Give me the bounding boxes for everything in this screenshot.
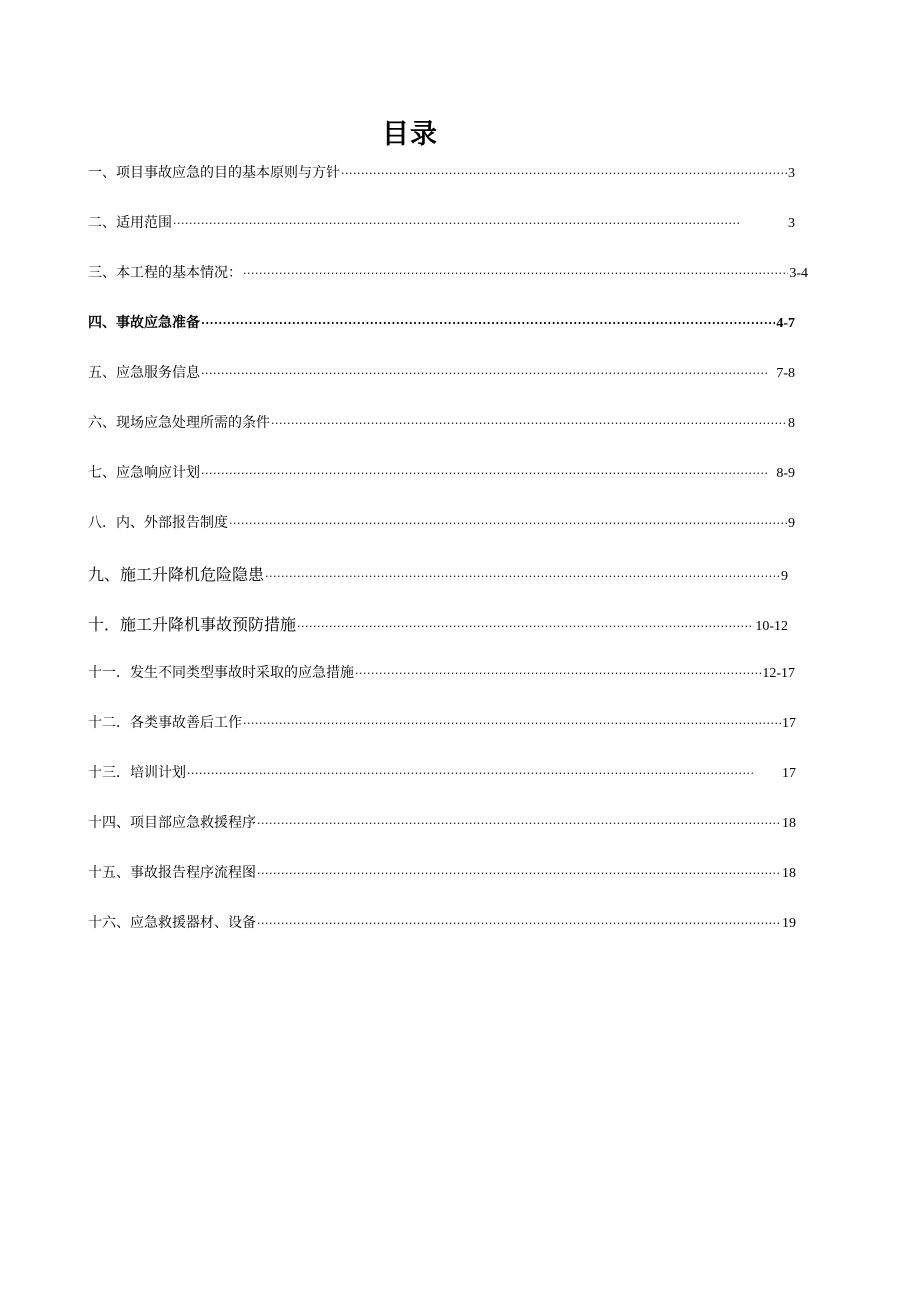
toc-entry-page: 9 <box>781 569 788 584</box>
toc-entry-5[interactable] <box>88 362 795 412</box>
toc-entry-label: 十六、应急救援器材、设备 <box>88 915 256 931</box>
toc-entry-3[interactable] <box>88 262 808 312</box>
toc-leader-dots <box>297 620 754 633</box>
toc-entry-page: 9 <box>788 516 795 531</box>
toc-entry-page: 7-8 <box>776 366 795 381</box>
toc-entry-page: 3 <box>788 166 795 181</box>
toc-entry-page: 4-7 <box>776 316 795 331</box>
toc-entry-page: 3-4 <box>789 266 808 281</box>
toc-entry-page: 10-12 <box>755 619 788 634</box>
toc-leader-dots <box>257 867 781 880</box>
toc-entry-page: 19 <box>782 916 796 931</box>
toc-entry-label: 三、本工程的基本情况： <box>88 265 242 281</box>
toc-entry-label: 十五、事故报告程序流程图 <box>88 865 256 881</box>
toc-entry-11[interactable] <box>88 662 795 712</box>
page-title: 目录 <box>382 119 438 150</box>
toc-leader-dots <box>355 667 761 680</box>
toc-leader-dots <box>201 467 775 480</box>
toc-entry-1[interactable] <box>88 162 795 212</box>
toc-entry-label: 八．内、外部报告制度 <box>88 515 228 531</box>
toc-entry-page: 17 <box>782 716 796 731</box>
toc-entry-page: 8-9 <box>776 466 795 481</box>
toc-leader-dots <box>201 317 775 330</box>
toc-list <box>88 162 818 962</box>
toc-entry-label: 十二．各类事故善后工作 <box>88 715 242 731</box>
toc-entry-page: 18 <box>782 816 796 831</box>
toc-leader-dots <box>229 517 787 530</box>
toc-leader-dots <box>187 767 781 780</box>
toc-entry-4[interactable] <box>88 312 795 362</box>
toc-entry-12[interactable] <box>88 712 796 762</box>
toc-entry-7[interactable] <box>88 462 795 512</box>
toc-leader-dots <box>201 367 775 380</box>
toc-entry-label: 十一．发生不同类型事故时采取的应急措施 <box>88 665 354 681</box>
toc-entry-label: 六、现场应急处理所需的条件 <box>88 415 270 431</box>
toc-leader-dots <box>257 817 781 830</box>
toc-leader-dots <box>265 570 780 583</box>
toc-entry-label: 十四、项目部应急救援程序 <box>88 815 256 831</box>
toc-entry-label: 四、事故应急准备 <box>88 315 200 331</box>
toc-leader-dots <box>341 167 787 180</box>
toc-entry-16[interactable] <box>88 912 796 962</box>
toc-entry-page: 3 <box>788 216 795 231</box>
toc-entry-15[interactable] <box>88 862 796 912</box>
toc-entry-label: 五、应急服务信息 <box>88 365 200 381</box>
toc-entry-label: 一、项目事故应急的目的基本原则与方针 <box>88 165 340 181</box>
toc-entry-page: 17 <box>782 766 796 781</box>
toc-entry-6[interactable] <box>88 412 795 462</box>
toc-entry-label: 九、施工升降机危险隐患 <box>88 565 265 584</box>
toc-entry-9[interactable] <box>88 562 788 612</box>
toc-entry-label: 二、适用范围 <box>88 215 172 231</box>
toc-entry-8[interactable] <box>88 512 795 562</box>
toc-entry-14[interactable] <box>88 812 796 862</box>
toc-entry-13[interactable] <box>88 762 796 812</box>
toc-entry-page: 18 <box>782 866 796 881</box>
toc-entry-label: 十三．培训计划 <box>88 765 186 781</box>
toc-entry-page: 12-17 <box>762 666 795 681</box>
toc-entry-page: 8 <box>788 416 795 431</box>
toc-entry-label: 七、应急响应计划 <box>88 465 200 481</box>
toc-entry-10[interactable] <box>88 612 788 662</box>
toc-leader-dots <box>243 267 788 280</box>
toc-leader-dots <box>257 917 781 930</box>
toc-leader-dots <box>243 717 781 730</box>
toc-leader-dots <box>173 217 787 230</box>
toc-entry-2[interactable] <box>88 212 795 262</box>
toc-entry-label: 十．施工升降机事故预防措施 <box>88 615 297 634</box>
toc-leader-dots <box>271 417 787 430</box>
